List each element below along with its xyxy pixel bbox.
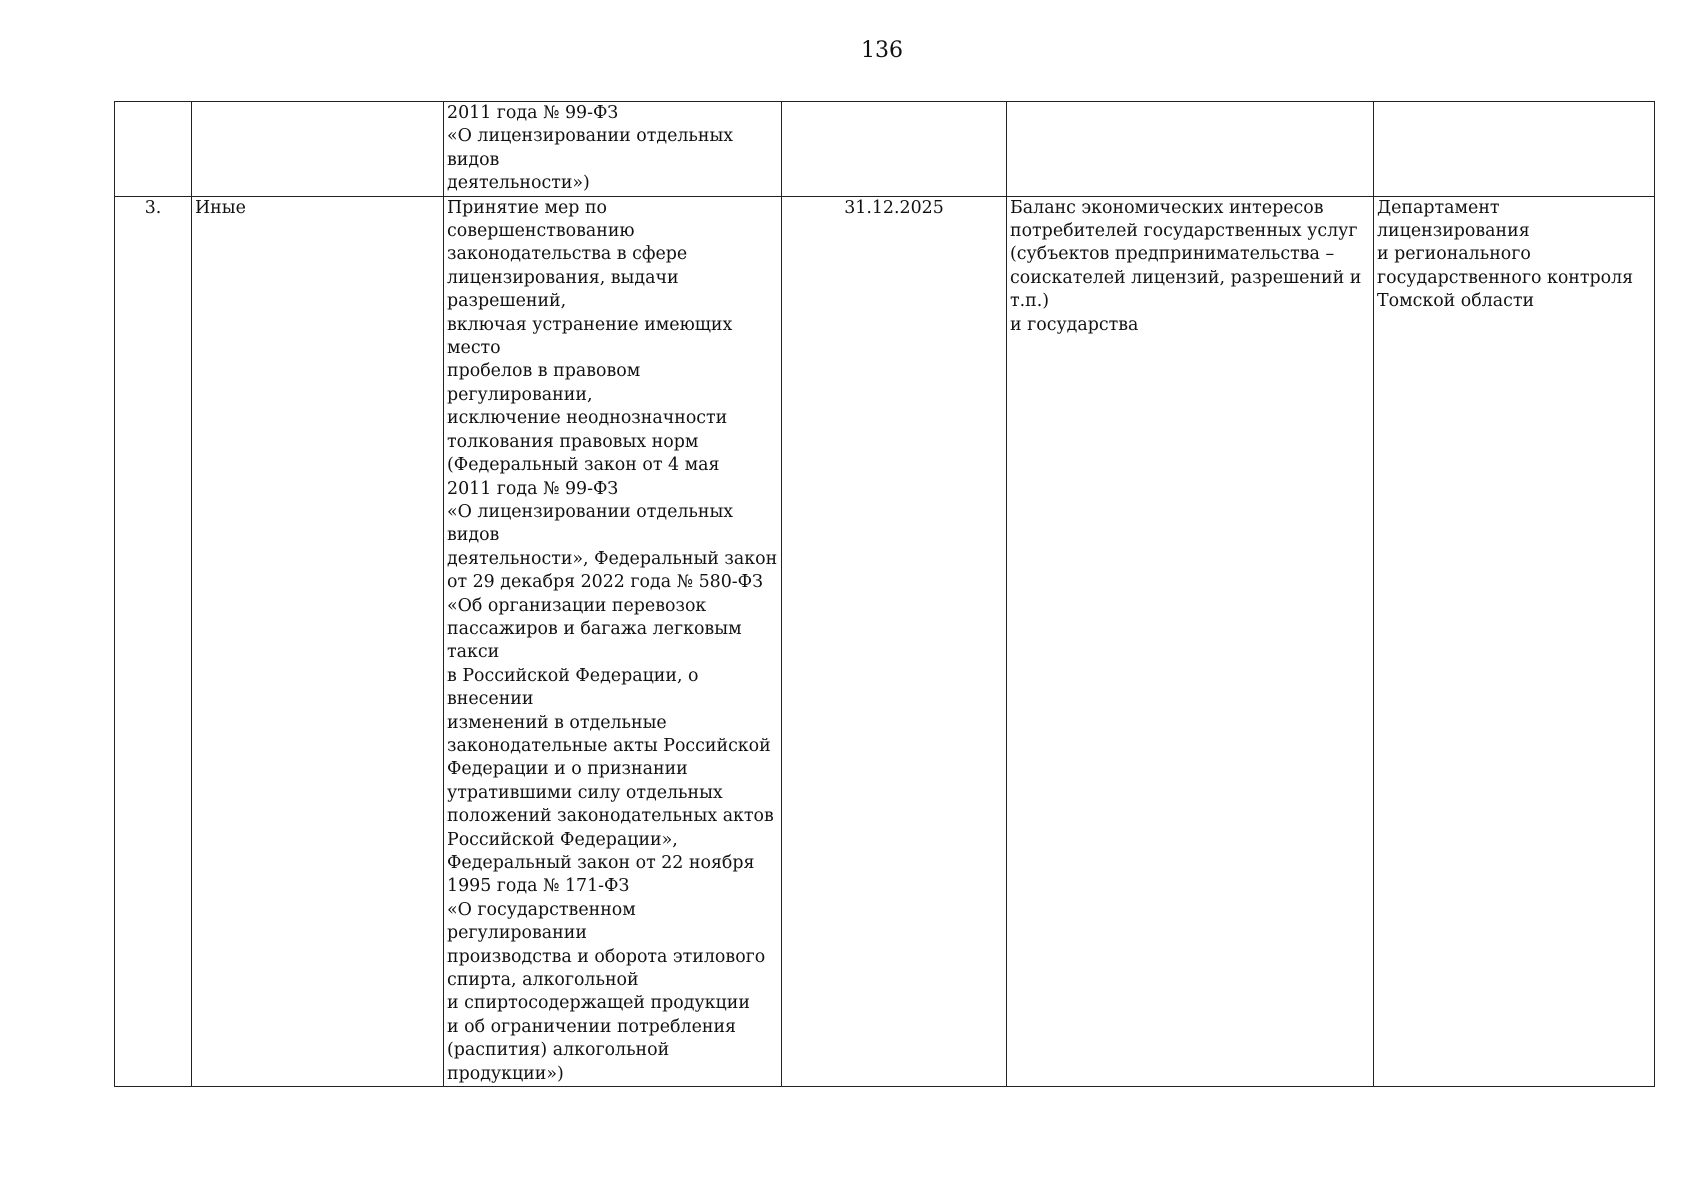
page-number: 136: [861, 38, 903, 63]
cell-responsible: [1374, 102, 1655, 197]
cell-result: Баланс экономических интересов потребителей государственных услуг (субъектов предпринимательства – соискателей лицензий, разрешений и т.п.) и государства: [1007, 196, 1374, 1086]
table-row-continued: [115, 102, 1655, 197]
cell-deadline: [782, 102, 1007, 197]
cell-type: [192, 102, 444, 197]
cell-measure: 2011 года № 99-ФЗ «О лицензировании отдельных видов деятельности»): [444, 102, 782, 197]
cell-deadline: 31.12.2025: [782, 196, 1007, 1086]
measures-table: [114, 101, 1655, 1087]
cell-result: [1007, 102, 1374, 197]
cell-number: [115, 102, 192, 197]
table-row-3: [115, 196, 1655, 1086]
cell-responsible: Департамент лицензирования и регионального государственного контроля Томской области: [1374, 196, 1655, 1086]
cell-type: Иные: [192, 196, 444, 1086]
cell-measure: Принятие мер по совершенствованию законодательства в сфере лицензирования, выдачи разрешений, включая устранение имеющих место пробелов в правовом регулировании, исключение неоднозначности толкования правовых норм (Федеральный закон от 4 мая 2011 года № 99-ФЗ «О лицензировании отдельных видов деятельности», Федеральный закон от 29 декабря 2022 года № 580-ФЗ «Об организации перевозок пассажиров и багажа легковым такси в Российской Федерации, о внесении изменений в отдельные законодательные акты Российской Федерации и о признании утратившими силу отдельных положений законодательных актов Российской Федерации», Федеральный закон от 22 ноября 1995 года № 171-ФЗ «О государственном регулировании производства и оборота этилового спирта, алкогольной и спиртосодержащей продукции и об ограничении потребления (распития) алкогольной продукции»): [444, 196, 782, 1086]
cell-number: 3.: [115, 196, 192, 1086]
